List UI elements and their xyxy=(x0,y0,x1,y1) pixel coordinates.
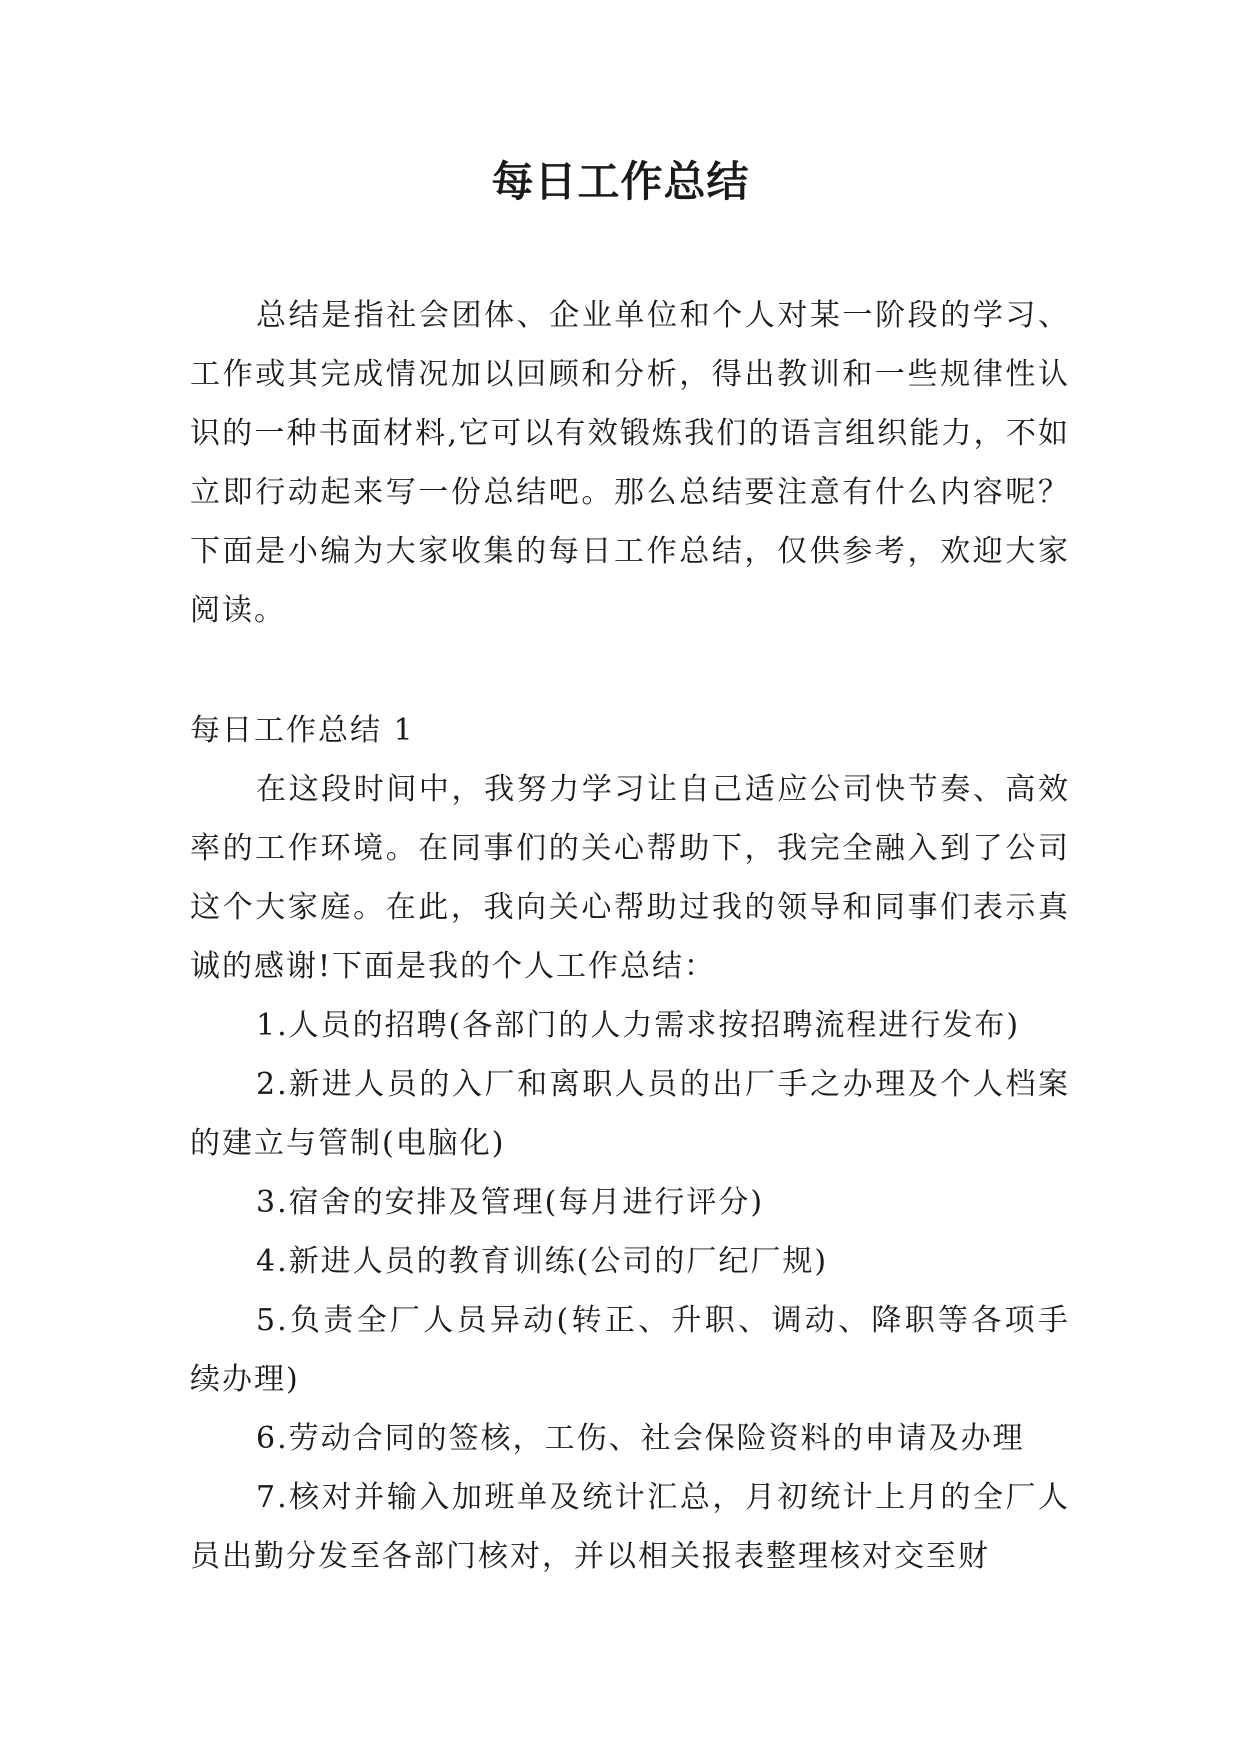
document-body xyxy=(190,286,1070,1586)
list-item-4: 4.新进人员的教育训练(公司的厂纪厂规) xyxy=(256,1244,829,1279)
section-intro-paragraph: 在这段时间中，我努力学习让自己适应公司快节奏、高效率的工作环境。在同事们的关心帮助下，我完全融入到了公司这个大家庭。在此，我向关心帮助过我的领导和同事们表示真诚的感谢!下面是我的个人工作总结： xyxy=(190,772,1070,984)
list-item-7: 7.核对并输入加班单及统计汇总，月初统计上月的全厂人员出勤分发至各部门核对，并以相关报表整理核对交至财 xyxy=(190,1480,1070,1574)
paragraph-spacer xyxy=(190,640,1070,701)
intro-paragraph: 总结是指社会团体、企业单位和个人对某一阶段的学习、工作或其完成情况加以回顾和分析，得出教训和一些规律性认识的一种书面材料,它可以有效锻炼我们的语言组织能力，不如立即行动起来写一份总结吧。那么总结要注意有什么内容呢？下面是小编为大家收集的每日工作总结，仅供参考，欢迎大家阅读。 xyxy=(190,298,1070,628)
list-item-3: 3.宿舍的安排及管理(每月进行评分) xyxy=(256,1185,765,1220)
section-heading: 每日工作总结 1 xyxy=(190,713,415,748)
list-item-1: 1.人员的招聘(各部门的人力需求按招聘流程进行发布) xyxy=(256,1008,1021,1043)
list-item-6: 6.劳动合同的签核，工伤、社会保险资料的申请及办理 xyxy=(256,1421,1025,1456)
list-item-2: 2.新进人员的入厂和离职人员的出厂手之办理及个人档案的建立与管制(电脑化) xyxy=(190,1067,1070,1161)
list-item-5: 5.负责全厂人员异动(转正、升职、调动、降职等各项手续办理) xyxy=(190,1303,1070,1397)
document-title: 每日工作总结 xyxy=(491,157,750,206)
